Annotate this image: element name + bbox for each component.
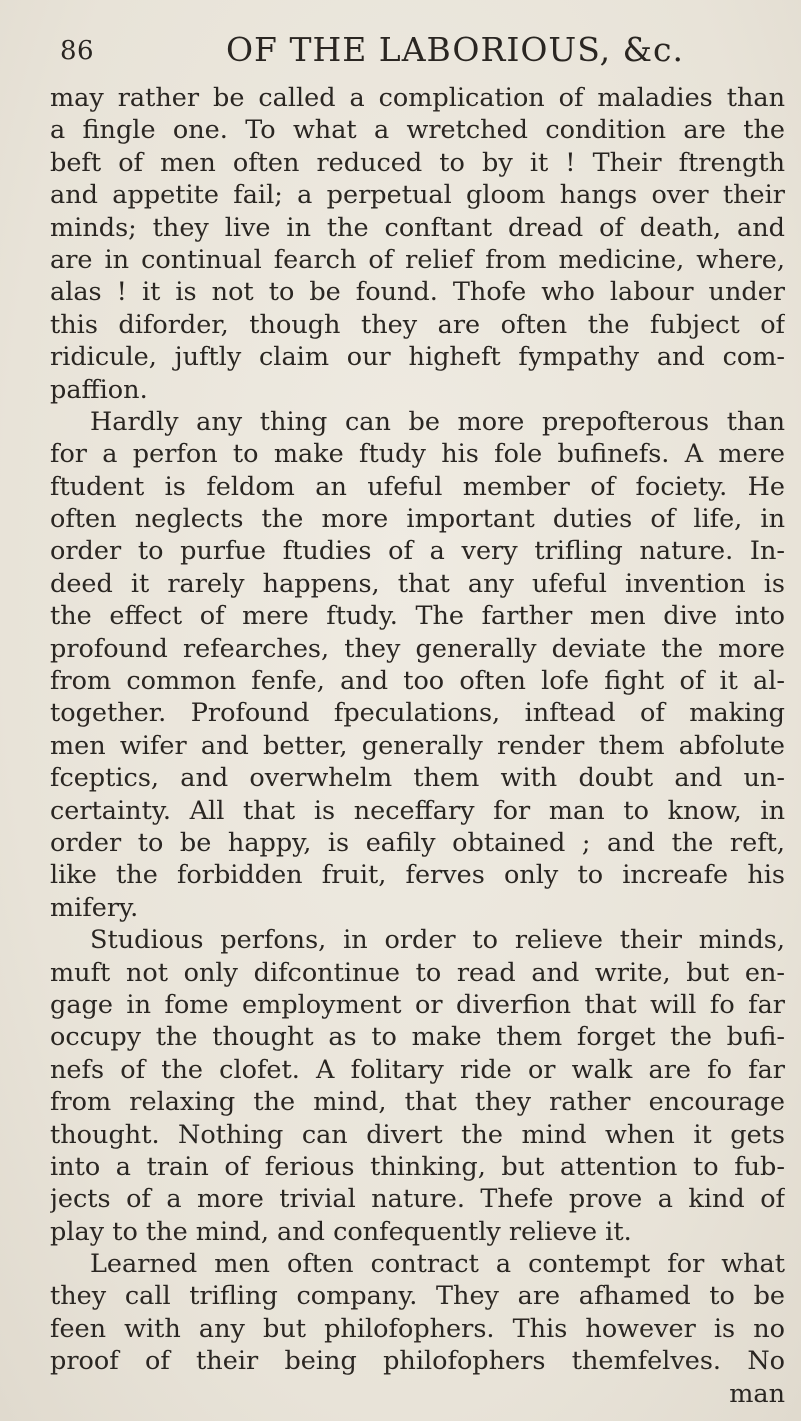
- text-line: are in continual fearch of relief from medicine, where,: [50, 244, 785, 275]
- text-line: Studious perfons, in order to relieve their minds,: [90, 925, 785, 956]
- text-line: the effect of mere ftudy. The farther men dive into: [50, 601, 785, 632]
- text-line: occupy the thought as to make them forget the bufi-: [50, 1022, 785, 1053]
- text-line: feen with any but philofophers. This however is no: [50, 1313, 785, 1344]
- text-line: may rather be called a complication of maladies than: [50, 83, 785, 113]
- text-line: order to purfue ftudies of a very trifling nature. In-: [50, 536, 785, 567]
- text-line: from common fenfe, and too often lofe fight of it al-: [50, 666, 785, 697]
- text-line: paffion.: [50, 374, 148, 405]
- text-line: men wifer and better, generally render them abfolute: [50, 730, 785, 761]
- text-line: beft of men often reduced to by it ! Their ftrength: [50, 147, 785, 178]
- text-line: proof of their being philofophers themfelves. No: [50, 1346, 785, 1377]
- text-line: from relaxing the mind, that they rather encourage: [50, 1087, 785, 1118]
- text-line: nefs of the clofet. A folitary ride or walk are fo far: [50, 1054, 785, 1085]
- text-line: they call trifling company. They are afhamed to be: [50, 1281, 785, 1312]
- page-header: [60, 22, 760, 72]
- text-line: into a train of ferious thinking, but attention to fub-: [50, 1151, 785, 1182]
- text-line: a fingle one. To what a wretched condition are the: [50, 115, 785, 146]
- text-line: ftudent is feldom an ufeful member of fociety. He: [50, 471, 785, 502]
- text-line: minds; they live in the conftant dread of death, and: [50, 212, 785, 243]
- text-line: for a perfon to make ftudy his fole bufinefs. A mere: [50, 439, 785, 470]
- text-line: thought. Nothing can divert the mind when it gets: [50, 1119, 785, 1150]
- text-line: Hardly any thing can be more prepofterous than: [90, 406, 785, 437]
- text-line: jects of a more trivial nature. Thefe prove a kind of: [50, 1184, 785, 1215]
- text-line: ridicule, juftly claim our higheft fympathy and com-: [50, 342, 785, 373]
- text-line: certainty. All that is neceffary for man to know, in: [50, 795, 785, 826]
- text-line: fceptics, and overwhelm them with doubt and un-: [50, 763, 785, 794]
- text-line: Learned men often contract a contempt for what: [90, 1249, 785, 1280]
- text-line: like the forbidden fruit, ferves only to increafe his: [50, 860, 785, 891]
- text-line: mifery.: [50, 892, 139, 923]
- text-line: together. Profound fpeculations, inftead of making: [50, 698, 785, 729]
- text-line: often neglects the more important duties of life, in: [50, 504, 785, 535]
- running-head: OF THE LABORIOUS, &c.: [226, 30, 684, 69]
- text-line: order to be happy, is eafily obtained ; and the reft,: [50, 827, 785, 858]
- page-number: 86: [60, 36, 95, 66]
- text-line: play to the mind, and confequently relieve it.: [50, 1216, 632, 1247]
- body-text: [50, 82, 785, 1410]
- text-line: alas ! it is not to be found. Thofe who labour under: [50, 277, 785, 308]
- text-line: profound refearches, they generally deviate the more: [50, 633, 785, 664]
- text-line: deed it rarely happens, that any ufeful invention is: [50, 568, 785, 599]
- text-line: and appetite fail; a perpetual gloom hangs over their: [50, 180, 785, 211]
- text-line: man: [729, 1378, 785, 1409]
- text-line: this diforder, though they are often the fubject of: [50, 309, 785, 340]
- text-line: muft not only difcontinue to read and write, but en-: [50, 957, 785, 988]
- text-line: gage in fome employment or diverfion that will fo far: [50, 989, 785, 1020]
